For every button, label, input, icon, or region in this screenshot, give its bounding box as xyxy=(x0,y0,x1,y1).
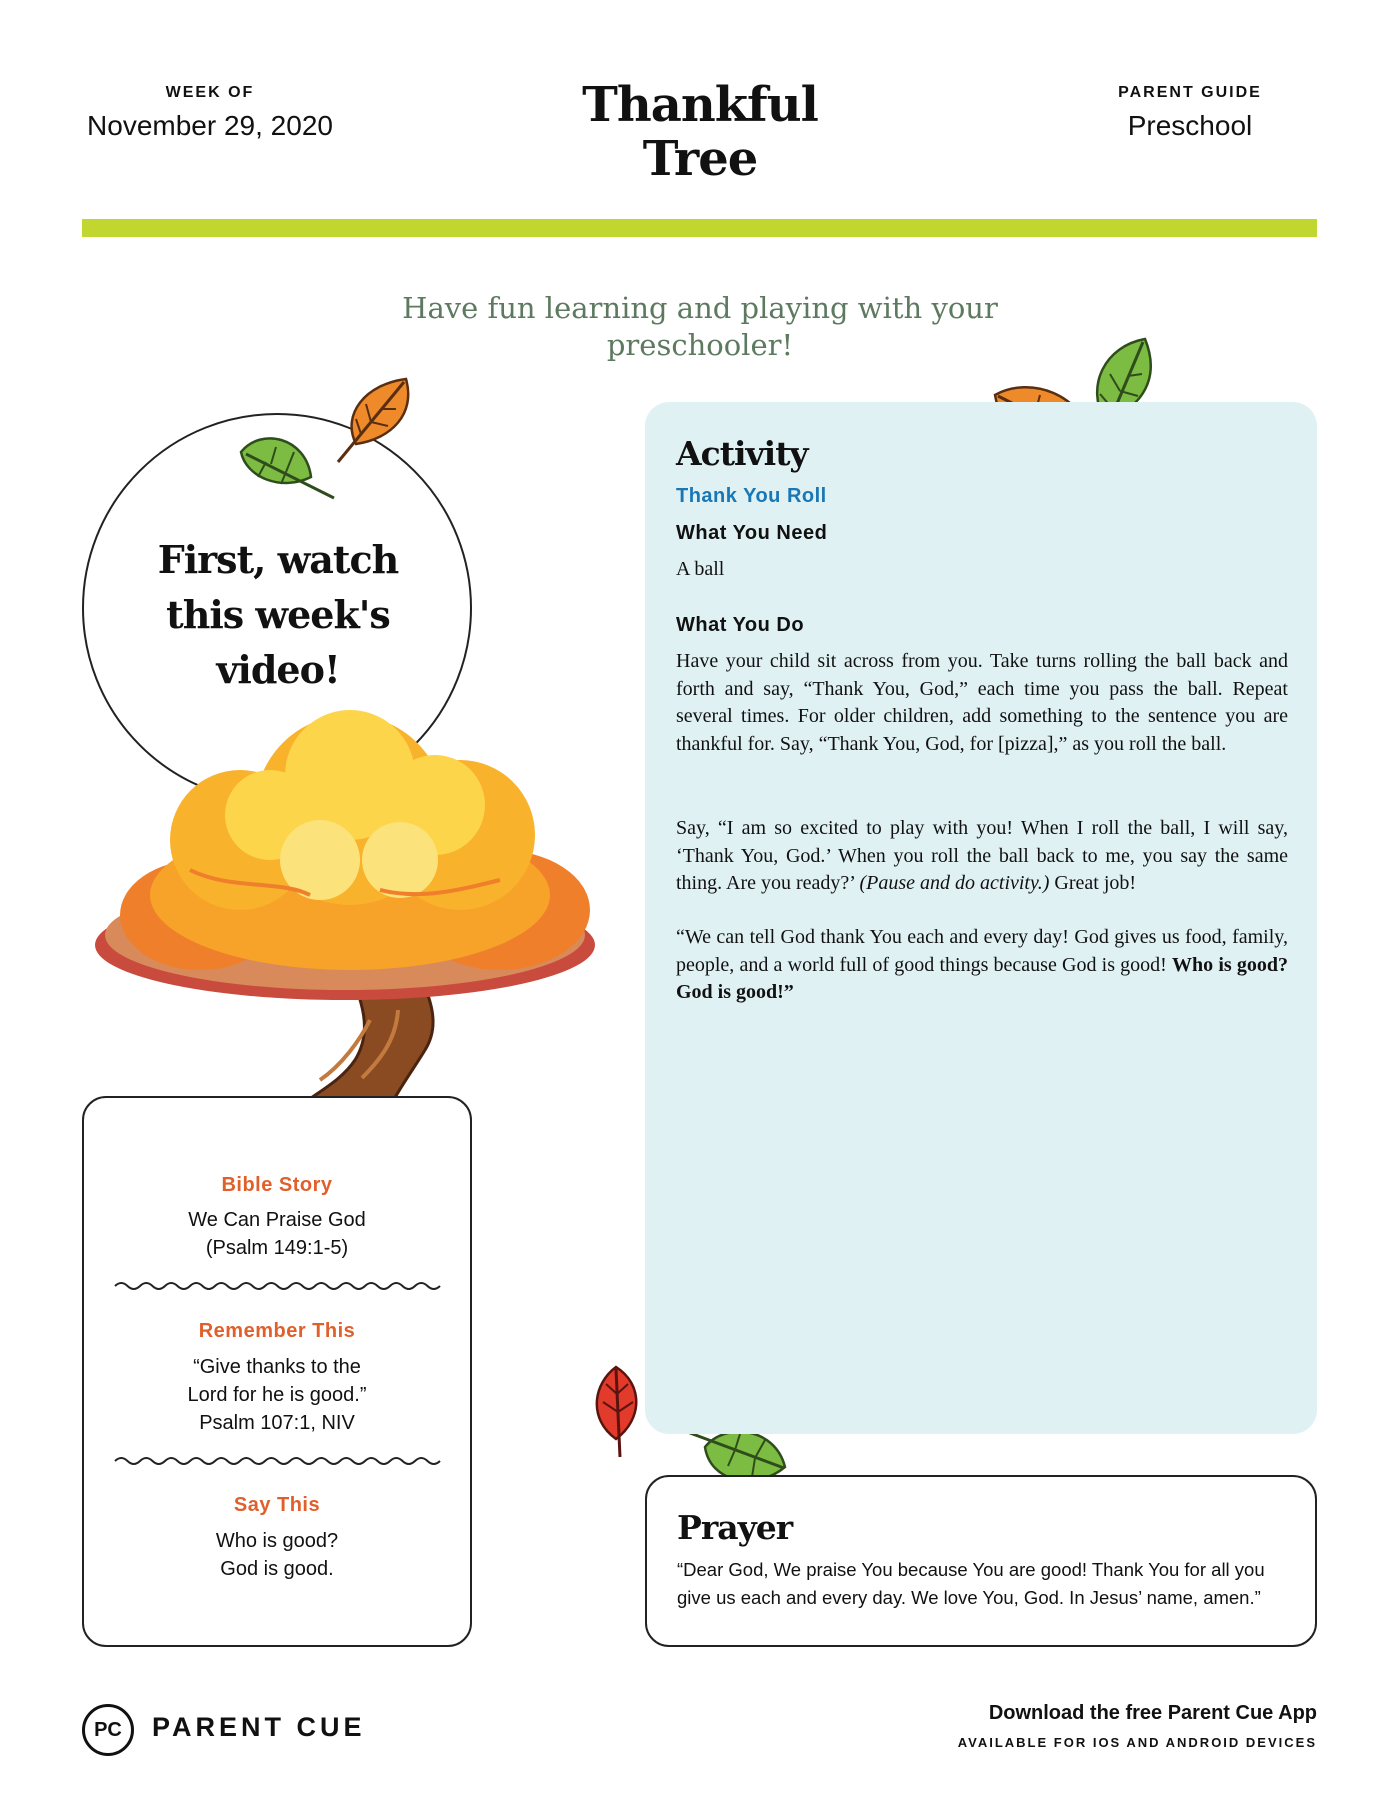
activity-paragraph xyxy=(676,924,1288,1007)
page-title: Thankful Tree xyxy=(582,77,818,187)
memory-verse-line: “Give thanks to the xyxy=(193,1356,361,1378)
wavy-divider xyxy=(115,1455,440,1467)
tagline: Have fun learning and playing with your preschooler! xyxy=(402,291,998,362)
say-this-line: Who is good? xyxy=(215,1530,339,1552)
what-you-need-label: What You Need xyxy=(676,522,828,544)
paragraph-text: Say, “I am so excited to play with you! When I roll the ball, I will say, ‘Thank You, God.’ When you roll the ball back to me, you say the same thing. Are you ready?’ xyxy=(676,817,1288,894)
bible-story-title: We Can Praise God xyxy=(188,1209,366,1231)
paragraph-text: Great job! xyxy=(1049,872,1137,894)
say-this-line: God is good. xyxy=(220,1558,334,1580)
brand-name[interactable]: PARENT CUE xyxy=(152,1712,366,1742)
leaf-icon xyxy=(236,432,336,502)
parent-guide-label: PARENT GUIDE xyxy=(1118,84,1262,101)
wavy-divider xyxy=(115,1280,440,1292)
memory-verse-line: Lord for he is good.” xyxy=(187,1384,367,1406)
what-you-do-label: What You Do xyxy=(676,614,805,636)
what-you-need-value: A ball xyxy=(676,558,725,580)
key-phrase: Who is good? God is good!” xyxy=(676,953,1288,1003)
remember-this-label: Remember This xyxy=(198,1320,356,1342)
activity-heading: Activity xyxy=(676,434,808,473)
age-group: Preschool xyxy=(1127,110,1253,141)
leaf-icon xyxy=(588,1364,648,1459)
video-prompt[interactable]: First, watch this week's video! xyxy=(157,537,399,692)
bible-story-reference: (Psalm 149:1-5) xyxy=(205,1237,349,1259)
app-download-link[interactable]: Download the free Parent Cue App xyxy=(988,1702,1317,1724)
activity-panel xyxy=(645,402,1317,1434)
say-this-label: Say This xyxy=(233,1494,321,1516)
activity-paragraph: Have your child sit across from you. Take turns rolling the ball back and forth and say, “Thank You, God,” each time you pass the ball. Repeat several times. For older children, add something to the sentence you are thankful for. Say, “Thank You, God, for [pizza],” as you roll the ball. xyxy=(676,650,1288,755)
week-date: November 29, 2020 xyxy=(87,110,333,141)
bible-story-label: Bible Story xyxy=(221,1174,333,1196)
header-divider xyxy=(82,219,1317,237)
paragraph-text: “We can tell God thank You each and every day! God gives us food, family, people, and a world full of good things because God is good! xyxy=(676,926,1288,976)
memory-verse-reference: Psalm 107:1, NIV xyxy=(199,1412,355,1434)
prayer-heading: Prayer xyxy=(677,1508,793,1547)
leaf-icon xyxy=(336,374,416,464)
prayer-text: “Dear God, We praise You because You are good! Thank You for all you give us each and every day. We love You, God. In Jesus’ name, amen.” xyxy=(677,1559,1265,1608)
activity-paragraph xyxy=(676,815,1288,898)
stage-direction: (Pause and do activity.) xyxy=(859,872,1050,894)
week-of-label: WEEK OF xyxy=(165,84,255,101)
app-availability: AVAILABLE FOR IOS AND ANDROID DEVICES xyxy=(957,1735,1317,1750)
parent-cue-logo-icon[interactable]: PC xyxy=(82,1704,134,1756)
activity-name: Thank You Roll xyxy=(676,485,827,507)
tree-icon xyxy=(80,720,620,1150)
